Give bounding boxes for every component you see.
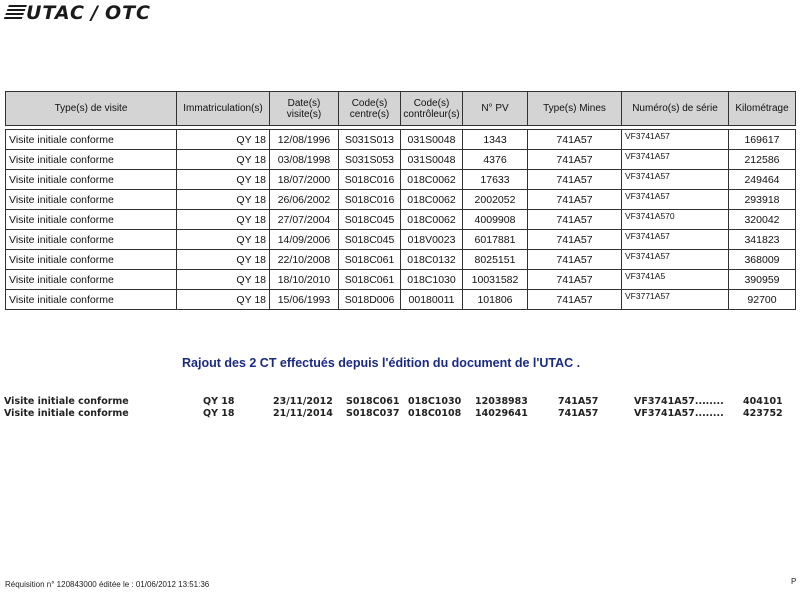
- table-row: [6, 150, 796, 170]
- cell-immatriculation: QY 18: [177, 150, 270, 170]
- table-row: [6, 270, 796, 290]
- cell-date: 26/06/2002: [270, 190, 339, 210]
- cell-immatriculation: QY 18: [177, 250, 270, 270]
- cell-date: 27/07/2004: [270, 210, 339, 230]
- cell-immatriculation: QY 18: [177, 210, 270, 230]
- extra-cell-mines: 741A57: [558, 396, 599, 407]
- cell-numero-pv: 17633: [463, 170, 528, 190]
- added-inspections-note: Rajout des 2 CT effectués depuis l'édition du document de l'UTAC .: [182, 356, 581, 370]
- cell-immatriculation: QY 18: [177, 170, 270, 190]
- cell-numero-pv: 4376: [463, 150, 528, 170]
- cell-numero-pv: 10031582: [463, 270, 528, 290]
- cell-numero-serie: VF3741A57: [622, 190, 729, 210]
- cell-numero-serie: VF3771A57: [622, 290, 729, 310]
- utac-otc-logo: [6, 2, 151, 24]
- cell-code-centre: S031S053: [339, 150, 401, 170]
- extra-cell-controleur: 018C0108: [408, 408, 462, 419]
- cell-kilometrage: 390959: [729, 270, 796, 290]
- cell-date: 18/07/2000: [270, 170, 339, 190]
- header-kilometrage: Kilométrage: [729, 92, 796, 126]
- extra-cell-centre: S018C061: [346, 396, 400, 407]
- header-type-visite: Type(s) de visite: [6, 92, 177, 126]
- cell-date: 14/09/2006: [270, 230, 339, 250]
- table-row: [6, 290, 796, 310]
- cell-date: 22/10/2008: [270, 250, 339, 270]
- cell-type-mines: 741A57: [528, 290, 622, 310]
- extra-cell-date: 23/11/2012: [273, 396, 333, 407]
- cell-code-controleur: 018C0062: [401, 190, 463, 210]
- header-code-centre: Code(s) centre(s): [339, 92, 401, 126]
- extra-cell-serie: VF3741A57........: [634, 408, 724, 419]
- cell-immatriculation: QY 18: [177, 270, 270, 290]
- cell-code-controleur: 018C1030: [401, 270, 463, 290]
- cell-type-visite: Visite initiale conforme: [6, 150, 177, 170]
- cell-numero-pv: 6017881: [463, 230, 528, 250]
- extra-cell-km: 404101: [743, 396, 783, 407]
- cell-code-centre: S018C045: [339, 210, 401, 230]
- cell-numero-serie: VF3741A57: [622, 150, 729, 170]
- cell-type-visite: Visite initiale conforme: [6, 130, 177, 150]
- cell-type-mines: 741A57: [528, 190, 622, 210]
- header-code-controleur: Code(s) contrôleur(s): [401, 92, 463, 126]
- header-type-mines: Type(s) Mines: [528, 92, 622, 126]
- logo-stripe-icon: [3, 5, 27, 21]
- extra-cell-type: Visite initiale conforme: [4, 396, 129, 407]
- table-row: [6, 170, 796, 190]
- table-body: [6, 130, 796, 310]
- cell-code-controleur: 00180011: [401, 290, 463, 310]
- cell-kilometrage: 293918: [729, 190, 796, 210]
- cell-code-controleur: 018C0062: [401, 210, 463, 230]
- cell-numero-pv: 8025151: [463, 250, 528, 270]
- cell-immatriculation: QY 18: [177, 190, 270, 210]
- extra-cell-serie: VF3741A57........: [634, 396, 724, 407]
- table-row: [6, 230, 796, 250]
- table-row: [6, 190, 796, 210]
- header-date-visite: Date(s) visite(s): [270, 92, 339, 126]
- cell-type-visite: Visite initiale conforme: [6, 190, 177, 210]
- cell-kilometrage: 320042: [729, 210, 796, 230]
- extra-cell-immat: QY 18: [203, 408, 235, 419]
- cell-numero-serie: VF3741A57: [622, 130, 729, 150]
- extra-cell-immat: QY 18: [203, 396, 235, 407]
- cell-code-centre: S018C016: [339, 170, 401, 190]
- cell-type-mines: 741A57: [528, 250, 622, 270]
- cell-type-visite: Visite initiale conforme: [6, 270, 177, 290]
- header-numero-serie: Numéro(s) de série: [622, 92, 729, 126]
- cell-date: 18/10/2010: [270, 270, 339, 290]
- header-immatriculation: Immatriculation(s): [177, 92, 270, 126]
- cell-type-mines: 741A57: [528, 130, 622, 150]
- cell-immatriculation: QY 18: [177, 290, 270, 310]
- cell-date: 12/08/1996: [270, 130, 339, 150]
- cell-code-centre: S018C061: [339, 270, 401, 290]
- cell-numero-pv: 1343: [463, 130, 528, 150]
- cell-type-mines: 741A57: [528, 150, 622, 170]
- cell-kilometrage: 368009: [729, 250, 796, 270]
- table-header-row: [6, 92, 796, 126]
- cell-code-controleur: 018V0023: [401, 230, 463, 250]
- cell-numero-serie: VF3741A570: [622, 210, 729, 230]
- cell-code-controleur: 018C0062: [401, 170, 463, 190]
- cell-code-centre: S018C016: [339, 190, 401, 210]
- logo-otc: OTC: [104, 2, 151, 24]
- cell-type-mines: 741A57: [528, 230, 622, 250]
- cell-immatriculation: QY 18: [177, 130, 270, 150]
- cell-type-mines: 741A57: [528, 270, 622, 290]
- extra-cell-type: Visite initiale conforme: [4, 408, 129, 419]
- cell-code-centre: S031S013: [339, 130, 401, 150]
- cell-code-controleur: 018C0132: [401, 250, 463, 270]
- cell-code-centre: S018C045: [339, 230, 401, 250]
- cell-immatriculation: QY 18: [177, 230, 270, 250]
- logo-separator: /: [90, 2, 99, 24]
- cell-numero-serie: VF3741A5: [622, 270, 729, 290]
- extra-cell-date: 21/11/2014: [273, 408, 333, 419]
- cell-numero-serie: VF3741A57: [622, 250, 729, 270]
- cell-type-visite: Visite initiale conforme: [6, 250, 177, 270]
- cell-code-centre: S018D006: [339, 290, 401, 310]
- cell-numero-pv: 4009908: [463, 210, 528, 230]
- cell-type-mines: 741A57: [528, 210, 622, 230]
- cell-type-visite: Visite initiale conforme: [6, 230, 177, 250]
- requisition-footer: Réquisition n° 120843000 éditée le : 01/06/2012 13:51:36: [5, 580, 210, 589]
- cell-type-visite: Visite initiale conforme: [6, 290, 177, 310]
- page-mark: P: [791, 577, 797, 586]
- header-numero-pv: N° PV: [463, 92, 528, 126]
- extra-cell-centre: S018C037: [346, 408, 400, 419]
- extra-cell-km: 423752: [743, 408, 783, 419]
- cell-date: 15/06/1993: [270, 290, 339, 310]
- table-row: [6, 130, 796, 150]
- table-row: [6, 210, 796, 230]
- cell-kilometrage: 249464: [729, 170, 796, 190]
- cell-code-controleur: 031S0048: [401, 130, 463, 150]
- cell-date: 03/08/1998: [270, 150, 339, 170]
- extra-cell-controleur: 018C1030: [408, 396, 462, 407]
- cell-numero-serie: VF3741A57: [622, 230, 729, 250]
- cell-code-controleur: 031S0048: [401, 150, 463, 170]
- extra-cell-mines: 741A57: [558, 408, 599, 419]
- cell-numero-serie: VF3741A57: [622, 170, 729, 190]
- cell-kilometrage: 169617: [729, 130, 796, 150]
- extra-cell-pv: 14029641: [475, 408, 528, 419]
- cell-type-visite: Visite initiale conforme: [6, 210, 177, 230]
- cell-kilometrage: 212586: [729, 150, 796, 170]
- cell-kilometrage: 92700: [729, 290, 796, 310]
- cell-numero-pv: 101806: [463, 290, 528, 310]
- cell-kilometrage: 341823: [729, 230, 796, 250]
- extra-cell-pv: 12038983: [475, 396, 528, 407]
- cell-type-visite: Visite initiale conforme: [6, 170, 177, 190]
- table-row: [6, 250, 796, 270]
- cell-numero-pv: 2002052: [463, 190, 528, 210]
- cell-code-centre: S018C061: [339, 250, 401, 270]
- visits-table: [5, 91, 796, 310]
- cell-type-mines: 741A57: [528, 170, 622, 190]
- logo-utac: UTAC: [26, 2, 85, 24]
